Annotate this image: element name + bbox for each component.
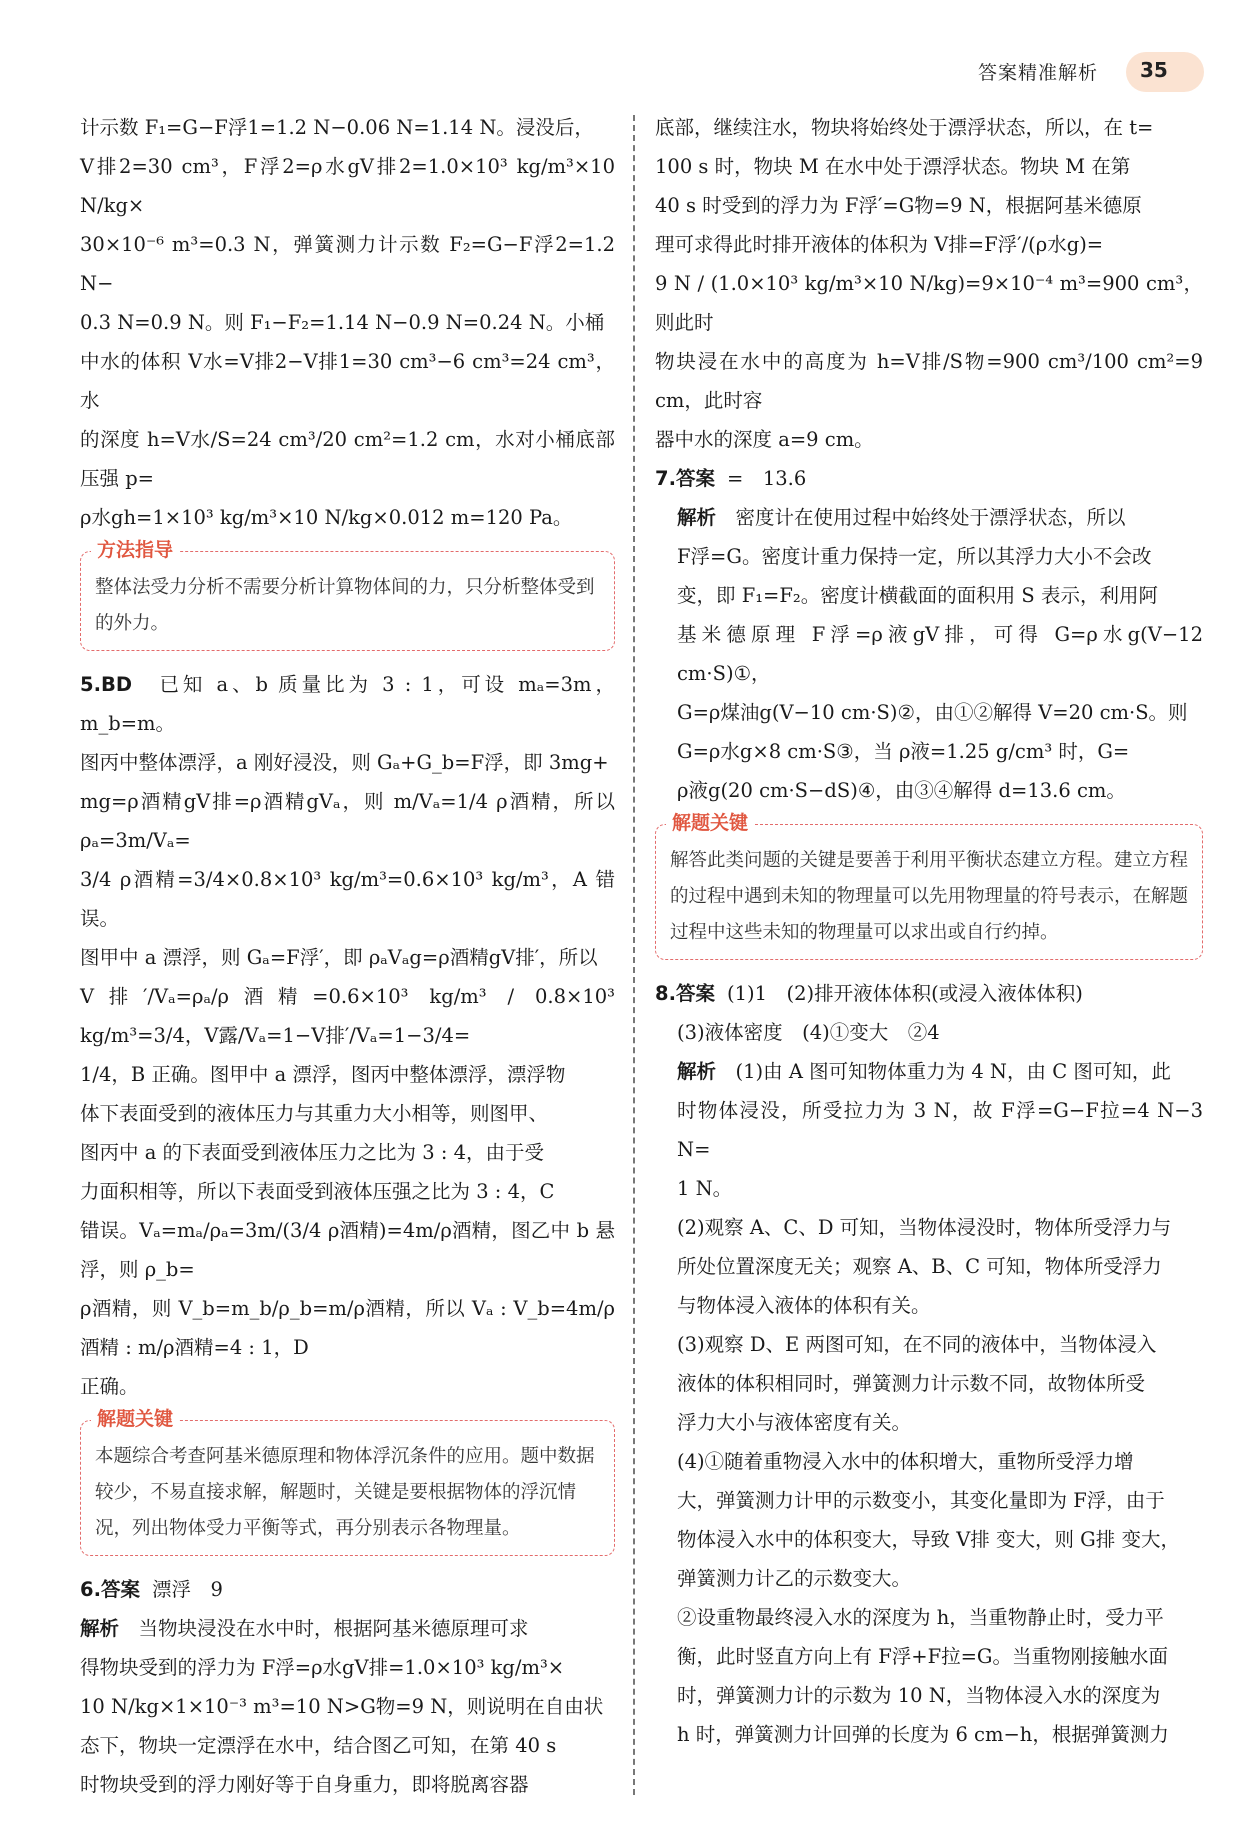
q8-line: 所处位置深度无关；观察 A、B、C 可知，物体所受浮力 [677,1255,1162,1278]
q6-text: 当物块浸没在水中时，根据阿基米德原理可求 [138,1617,529,1640]
q7-line: G=ρ水g×8 cm·S③，当 ρ液=1.25 g/cm³ 时，G= [677,740,1130,763]
q6-cont-line: 40 s 时受到的浮力为 F浮′=G物=9 N，根据阿基米德原 [655,194,1142,217]
q5-line [80,665,615,743]
intro-line: 计示数 F₁=G−F浮1=1.2 N−0.06 N=1.14 N。浸没后， [80,116,594,139]
q8-line: ②设重物最终浸入水的深度为 h，当重物静止时，受力平 [677,1606,1164,1629]
q6-cont-line: 9 N / (1.0×10³ kg/m³×10 N/kg)=9×10⁻⁴ m³=900 cm³，则此时 [655,272,1203,334]
q7-line: G=ρ煤油g(V−10 cm·S)②，由①②解得 V=20 cm·S。则 [677,701,1188,724]
q8-answer: (1)1 (2)排开液体体积(或浸入液体体积) [726,982,1083,1005]
q5-line: 力面积相等，所以下表面受到液体压强之比为 3 : 4，C [80,1180,555,1203]
q8-line: 大，弹簧测力计甲的示数变小，其变化量即为 F浮，由于 [677,1489,1165,1512]
left-column [80,108,615,1804]
q7-text: 密度计在使用过程中始终处于漂浮状态，所以 [735,506,1126,529]
q6-line: 态下，物块一定漂浮在水中，结合图乙可知，在第 40 s [80,1734,557,1757]
q7-label: 7.答案 [655,467,715,490]
q8-line: 液体的体积相同时，弹簧测力计示数不同，故物体所受 [677,1372,1146,1395]
page-header [948,52,1208,94]
q8-line: (4)①随着重物浸入水中的体积增大，重物所受浮力增 [677,1450,1134,1473]
q7-answer: = 13.6 [726,467,807,490]
q6-cont-line: 底部，继续注水，物块将始终处于漂浮状态，所以，在 t= [655,116,1154,139]
box-text: 本题综合考查阿基米德原理和物体浮沉条件的应用。题中数据较少，不易直接求解，解题时，关键是要根据物体的浮沉情况，列出物体受力平衡等式，再分别表示各物理量。 [95,1446,595,1539]
q6-label: 6.答案 [80,1578,140,1601]
q6-cont-line: 物块浸在水中的高度为 h=V排/S物=900 cm³/100 cm²=9 cm，此时容 [655,350,1203,412]
q8-analysis-label: 解析 [677,1060,717,1083]
q7-line [655,498,1203,537]
intro-line: 0.3 N=0.9 N。则 F₁−F₂=1.14 N−0.9 N=0.24 N。小桶 [80,311,605,334]
q5-line: ρ酒精，则 V_b=m_b/ρ_b=m/ρ酒精，所以 Vₐ : V_b=4m/ρ酒精 : m/ρ酒精=4 : 1，D [80,1297,615,1359]
box-title: 方法指导 [91,536,179,564]
intro-line: 中水的体积 V水=V排2−V排1=30 cm³−6 cm³=24 cm³，水 [80,350,615,412]
method-guide-box [80,539,615,651]
q8-line: 时，弹簧测力计的示数为 10 N，当物体浸入水的深度为 [677,1684,1161,1707]
q8-line: h 时，弹簧测力计回弹的长度为 6 cm−h，根据弹簧测力 [677,1723,1169,1746]
q8-line: 浮力大小与液体密度有关。 [677,1411,912,1434]
header-title: 答案精准解析 [978,62,1099,84]
q8-line: 时物体浸没，所受拉力为 3 N，故 F浮=G−F拉=4 N−3 N= [677,1099,1203,1161]
q7-line: ρ液g(20 cm·S−dS)④，由③④解得 d=13.6 cm。 [677,779,1126,802]
q5-label: 5.BD [80,673,133,696]
q5-text: 已知 a、b 质量比为 3 : 1，可设 mₐ=3m，m_b=m。 [80,673,615,735]
intro-line: ρ水gh=1×10³ kg/m³×10 N/kg×0.012 m=120 Pa。 [80,506,573,529]
intro-line: 30×10⁻⁶ m³=0.3 N，弹簧测力计示数 F₂=G−F浮2=1.2 N− [80,233,615,295]
q8-line: (3)观察 D、E 两图可知，在不同的液体中，当物体浸入 [677,1333,1157,1356]
q5-line: 图丙中 a 的下表面受到液体压力之比为 3 : 4，由于受 [80,1141,545,1164]
q6-cont-line: 理可求得此时排开液体的体积为 V排=F浮′/(ρ水g)= [655,233,1104,256]
q5-line: 图甲中 a 漂浮，则 Gₐ=F浮′，即 ρₐVₐg=ρ酒精gV排′，所以 [80,946,598,969]
page-number: 35 [1140,58,1168,82]
q6-line: 得物块受到的浮力为 F浮=ρ水gV排=1.0×10³ kg/m³× [80,1656,565,1679]
q6-cont-line: 器中水的深度 a=9 cm。 [655,428,874,451]
box-text: 解答此类问题的关键是要善于利用平衡状态建立方程。建立方程的过程中遇到未知的物理量可以先用物理量的符号表示，在解题过程中这些未知的物理量可以求出或自行约掉。 [670,850,1189,943]
q6-cont-line: 100 s 时，物块 M 在水中处于漂浮状态。物块 M 在第 [655,155,1131,178]
key-point-box [80,1408,615,1556]
q8-line: 物体浸入水中的体积变大，导致 V排 变大，则 G排 变大， [677,1528,1180,1551]
column-divider [633,115,635,1795]
q5-line: 错误。Vₐ=mₐ/ρₐ=3m/(3/4 ρ酒精)=4m/ρ酒精，图乙中 b 悬浮，则 ρ_b= [80,1219,615,1281]
q8-answer-line: (3)液体密度 (4)①变大 ②4 [677,1021,940,1044]
q5-line: 体下表面受到的液体压力与其重力大小相等，则图甲、 [80,1102,549,1125]
intro-line: 的深度 h=V水/S=24 cm³/20 cm²=1.2 cm，水对小桶底部压强 p= [80,428,615,490]
q8-line: (2)观察 A、C、D 可知，当物体浸没时，物体所受浮力与 [677,1216,1172,1239]
q8-line [655,1052,1203,1091]
q8-text: (1)由 A 图可知物体重力为 4 N，由 C 图可知，此 [735,1060,1171,1083]
box-title: 解题关键 [91,1405,179,1433]
q8-label: 8.答案 [655,982,715,1005]
q8-line: 1 N。 [677,1177,733,1200]
box-title: 解题关键 [666,809,754,837]
q6-line: 10 N/kg×1×10⁻³ m³=10 N>G物=9 N，则说明在自由状 [80,1695,604,1718]
q6-analysis-label: 解析 [80,1617,120,1640]
q7-analysis-label: 解析 [677,506,717,529]
q6-line: 时物块受到的浮力刚好等于自身重力，即将脱离容器 [80,1773,529,1796]
box-text: 整体法受力分析不需要分析计算物体间的力，只分析整体受到的外力。 [95,577,595,634]
right-column [655,108,1203,1754]
intro-line: V排2=30 cm³，F浮2=ρ水gV排2=1.0×10³ kg/m³×10 N/kg× [80,155,615,217]
q8-answer-line [655,974,1203,1013]
q5-line: 3/4 ρ酒精=3/4×0.8×10³ kg/m³=0.6×10³ kg/m³，A 错误。 [80,868,615,930]
q8-line: 衡，此时竖直方向上有 F浮+F拉=G。当重物刚接触水面 [677,1645,1169,1668]
q7-answer-line [655,459,1203,498]
q7-line: 基米德原理 F浮=ρ液gV排，可得 G=ρ水g(V−12 cm·S)①， [677,623,1203,685]
q5-line: mg=ρ酒精gV排=ρ酒精gVₐ，则 m/Vₐ=1/4 ρ酒精，所以 ρₐ=3m/Vₐ= [80,790,615,852]
q7-line: 变，即 F₁=F₂。密度计横截面的面积用 S 表示，利用阿 [677,584,1158,607]
q5-line: 1/4，B 正确。图甲中 a 漂浮，图丙中整体漂浮，漂浮物 [80,1063,566,1086]
q6-answer-line [80,1570,615,1609]
q6-line [80,1609,615,1648]
q7-line: F浮=G。密度计重力保持一定，所以其浮力大小不会改 [677,545,1152,568]
key-point-box [655,812,1203,960]
q5-line: 图丙中整体漂浮，a 刚好浸没，则 Gₐ+G_b=F浮，即 3mg+ [80,751,609,774]
q8-line: 弹簧测力计乙的示数变大。 [677,1567,912,1590]
q6-answer: 漂浮 9 [151,1578,223,1601]
q5-line: 正确。 [80,1375,139,1398]
q8-line: 与物体浸入液体的体积有关。 [677,1294,931,1317]
q5-line: V排′/Vₐ=ρₐ/ρ酒精=0.6×10³ kg/m³ / 0.8×10³ kg/m³=3/4，V露/Vₐ=1−V排′/Vₐ=1−3/4= [80,985,615,1047]
